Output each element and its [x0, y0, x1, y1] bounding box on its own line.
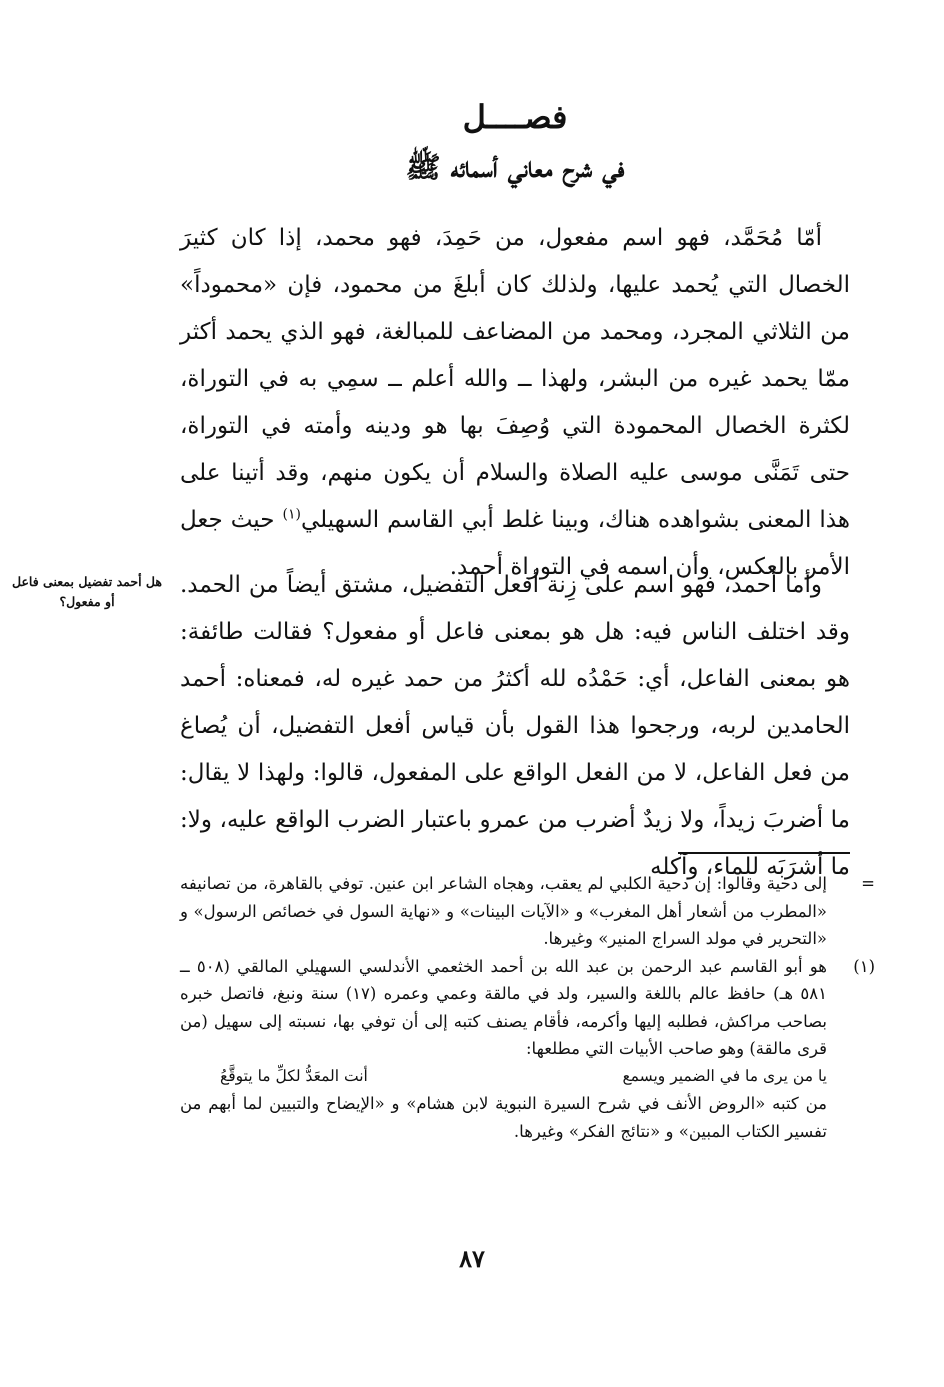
- footnote-1-text: هو أبو القاسم عبد الرحمن بن عبد الله بن أحمد الخثعمي الأندلسي السهيلي المالقي (٥٠٨ ــ ٥٨١ هـ) حافظ عالم باللغة والسير، ولد في مالقة وعمي وعمره (١٧) سنة ونبغ، فاتصل خبره بصاحب مراكش، فطلبه إليها وأكرمه، فأقام يصنف كتبه إلى أن توفي بها، نسبته إلى سهيل (من قرى مالقة) وهو صاحب الأبيات التي مطلعها:: [180, 956, 828, 1058]
- paragraph-2-text: وأما أحمد، فهو اسم على زِنة أفعل التفضيل، مشتق أيضاً من الحمد. وقد اختلف الناس فيه: هل هو بمعنى فاعل أو مفعول؟ فقالت طائفة: هو بمعنى الفاعل، أي: حَمْدُه لله أكثرُ من حمد غيره له، فمعناه: أحمد الحامدين لربه، ورجحوا هذا القول بأن قياس أفعل التفضيل، أن يُصاغ من فعل الفاعل، لا من الفعل الواقع على المفعول، قالوا: ولهذا لا يقال: ما أضربَ زيداً، ولا زيدٌ أضرب من عمرو باعتبار الضرب الواقع عليه، ولا: ما أشرَبَه للماء، وآكله: [180, 572, 850, 880]
- footnote-1-mark: (١): [853, 956, 875, 976]
- footnote-1-verse: [180, 1063, 827, 1091]
- footnote-continued: [180, 870, 875, 953]
- page-number: ٨٧: [459, 1244, 485, 1273]
- main-paragraph-2: [180, 562, 850, 891]
- footnote-continued-mark: =: [861, 874, 875, 893]
- paragraph-1-text-end: حيث جعل الأمر بالعكس، وأن اسمه في التوراة أحمد.: [180, 507, 850, 580]
- footnote-reference-1: (١): [282, 506, 301, 523]
- footnote-1-text-continued: من كتبه «الروض الأنف في شرح السيرة النبوية لابن هشام» و «الإيضاح والتبيين لما أبهم من تفسير الكتاب المبين» و «نتائج الفكر» وغيرها.: [180, 1094, 827, 1141]
- paragraph-text: [180, 215, 850, 591]
- main-paragraph-1: [180, 215, 850, 591]
- margin-note: هل أحمد تفضيل بمعنى فاعل أو مفعول؟: [12, 574, 162, 609]
- footnote-separator: [678, 852, 850, 854]
- verse-second-hemistich: أنت المعَدُّ لكلِّ ما يتوقَّعُ: [220, 1066, 368, 1085]
- verse-first-hemistich: يا من يرى ما في الضمير ويسمع: [622, 1066, 827, 1085]
- footnote-continued-text: إلى دحية وقالوا: إن دحية الكلبي لم يعقب، وهجاه الشاعر ابن عنين. توفي بالقاهرة، من تصانيفه «المطرب من أشعار أهل المغرب» و «الآيات البينات» و «نهاية السول في خصائص الرسول» و «التحرير في مولد السراج المنير» وغيرها.: [180, 874, 827, 948]
- chapter-subtitle: في شرح معاني أسمائه ﷺ: [405, 150, 625, 184]
- paragraph-1-text: أمّا مُحَمَّد، فهو اسم مفعول، من حَمِدَ، فهو محمد، إذا كان كثيرَ الخصال التي يُحمد عليها، ولذلك كان أبلغَ من محمود، فإن «محموداً» من الثلاثي المجرد، ومحمد من المضاعف للمبالغة، فهو الذي يحمد أكثر ممّا يحمد غيره من البشر، ولهذا ــ والله أعلم ــ سمِي به في التوراة، لكثرة الخصال المحمودة التي وُصِفَ بها هو ودينه وأمته في التوراة، حتى تَمَنَّى موسى عليه الصلاة والسلام أن يكون منهم، وقد أتينا على هذا المعنى بشواهده هناك، وبينا غلط أبي القاسم السهيلي: [180, 225, 850, 533]
- footnote-1: [180, 953, 875, 1146]
- chapter-title: فصــــل: [462, 98, 568, 136]
- footnotes-section: [180, 870, 875, 1145]
